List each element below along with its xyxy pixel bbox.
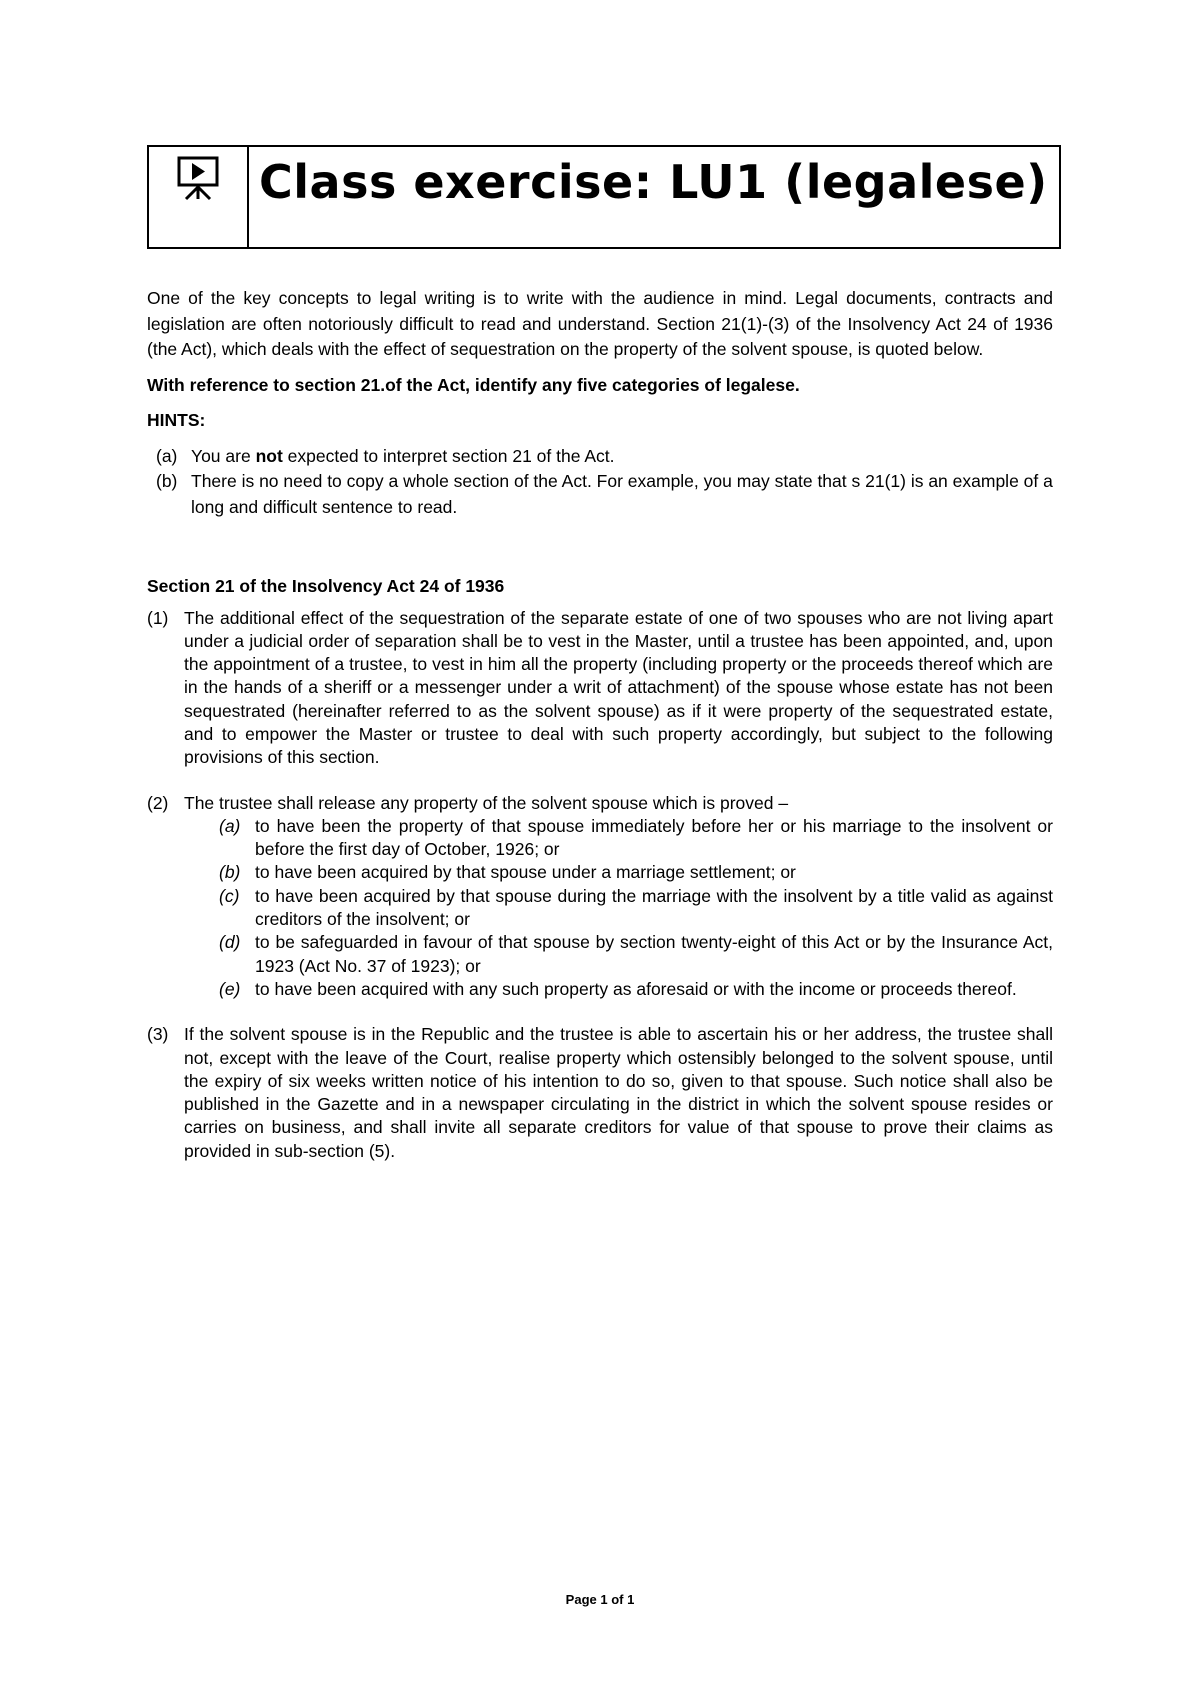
subsection-label: (3) bbox=[147, 1024, 169, 1045]
document-body bbox=[147, 286, 1053, 1163]
list-item bbox=[219, 885, 1053, 932]
subsection-3 bbox=[147, 1023, 1053, 1163]
paragraph-text: to be safeguarded in favour of that spouse by section twenty-eight of this Act or by the Insurance Act, 1923 (Act No. 37 of 1923); or bbox=[255, 932, 1053, 976]
paragraph-label: (d) bbox=[219, 932, 241, 953]
title-box bbox=[147, 145, 1061, 249]
list-item bbox=[219, 931, 1053, 978]
hints-label: HINTS: bbox=[147, 410, 206, 430]
paragraph-text: to have been acquired with any such property as aforesaid or with the income or proceeds thereof. bbox=[255, 978, 1017, 999]
hint-text-part: expected to interpret section 21 of the Act. bbox=[282, 445, 615, 466]
paragraph-label: (a) bbox=[219, 815, 241, 836]
page-title: Class exercise: LU1 (legalese) bbox=[259, 155, 1048, 209]
subsection-text: The trustee shall release any property of the solvent spouse which is proved – bbox=[184, 792, 789, 813]
subsection-label: (2) bbox=[147, 792, 169, 813]
paragraph-label: (e) bbox=[219, 978, 241, 999]
subsection-1 bbox=[147, 607, 1053, 770]
presentation-board-icon bbox=[175, 155, 221, 201]
list-item bbox=[219, 815, 1053, 862]
subsection-text: If the solvent spouse is in the Republic and the trustee is able to ascertain his or her address, the trustee shall not, except with the leave of the Court, realise property which ostensibly belonged to the solvent spouse, until the expiry of six weeks written notice of his intention to do so, given to that spouse. Such notice shall also be published in the Gazette and in a newspaper circulating in the district in which the solvent spouse resides or carries on business, and shall invite all separate creditors for value of that spouse to prove their claims as provided in sub-section (5). bbox=[184, 1024, 1053, 1161]
hint-text bbox=[191, 444, 1053, 470]
paragraph-label: (b) bbox=[219, 862, 241, 883]
hint-item bbox=[147, 444, 1053, 470]
hint-label: (b) bbox=[156, 471, 178, 491]
subsection-body bbox=[184, 792, 1053, 815]
intro-paragraph: One of the key concepts to legal writing is to write with the audience in mind. Legal documents, contracts and legislation are often notoriously difficult to read and understand. Section 21(1)-(3) of the Insolvency Act 24 of 1936 (the Act), which deals with the effect of sequestration on the property of the solvent spouse, is quoted below. bbox=[147, 288, 1053, 359]
paragraph-label: (c) bbox=[219, 885, 240, 906]
icon-cell bbox=[149, 147, 249, 247]
paragraph-text: to have been acquired by that spouse during the marriage with the insolvent by a title valid as against creditors of the insolvent; or bbox=[255, 885, 1053, 930]
hint-emphasis: not bbox=[255, 445, 283, 466]
title-cell bbox=[249, 147, 1059, 247]
paragraph-text: to have been the property of that spouse immediately before her or his marriage to the insolvent or before the first day of October, 1926; or bbox=[255, 815, 1053, 860]
paragraph-list bbox=[219, 815, 1053, 1001]
hint-label: (a) bbox=[156, 445, 178, 466]
hint-text: There is no need to copy a whole section of the Act. For example, you may state that s 21(1) is an example of a long and difficult sentence to read. bbox=[191, 471, 1053, 517]
subsection-text: The additional effect of the sequestration of the separate estate of one of two spouses who are not living apart under a judicial order of separation shall be to vest in the Master, until a trustee has been appointed, and, upon the appointment of a trustee, to vest in him all the property (including property or the proceeds thereof which are in the hands of a sheriff or a messenger under a writ of attachment) of the spouse whose estate has not been sequestrated (hereinafter referred to as the solvent spouse) as if it were property of the sequestrated estate, and to empower the Master or trustee to deal with such property accordingly, but subject to the following provisions of this section. bbox=[184, 607, 1053, 768]
hint-text-part: You are bbox=[191, 445, 256, 466]
subsection-label: (1) bbox=[147, 607, 169, 628]
list-item bbox=[219, 861, 1053, 884]
paragraph-text: to have been acquired by that spouse under a marriage settlement; or bbox=[255, 862, 796, 883]
subsection-2 bbox=[147, 792, 1053, 815]
page-number: Page 1 of 1 bbox=[565, 1592, 635, 1607]
hint-item bbox=[147, 469, 1053, 520]
list-item bbox=[219, 978, 1053, 1001]
task-instruction: With reference to section 21.of the Act, identify any five categories of legalese. bbox=[147, 374, 800, 395]
section-heading: Section 21 of the Insolvency Act 24 of 1936 bbox=[147, 576, 505, 596]
